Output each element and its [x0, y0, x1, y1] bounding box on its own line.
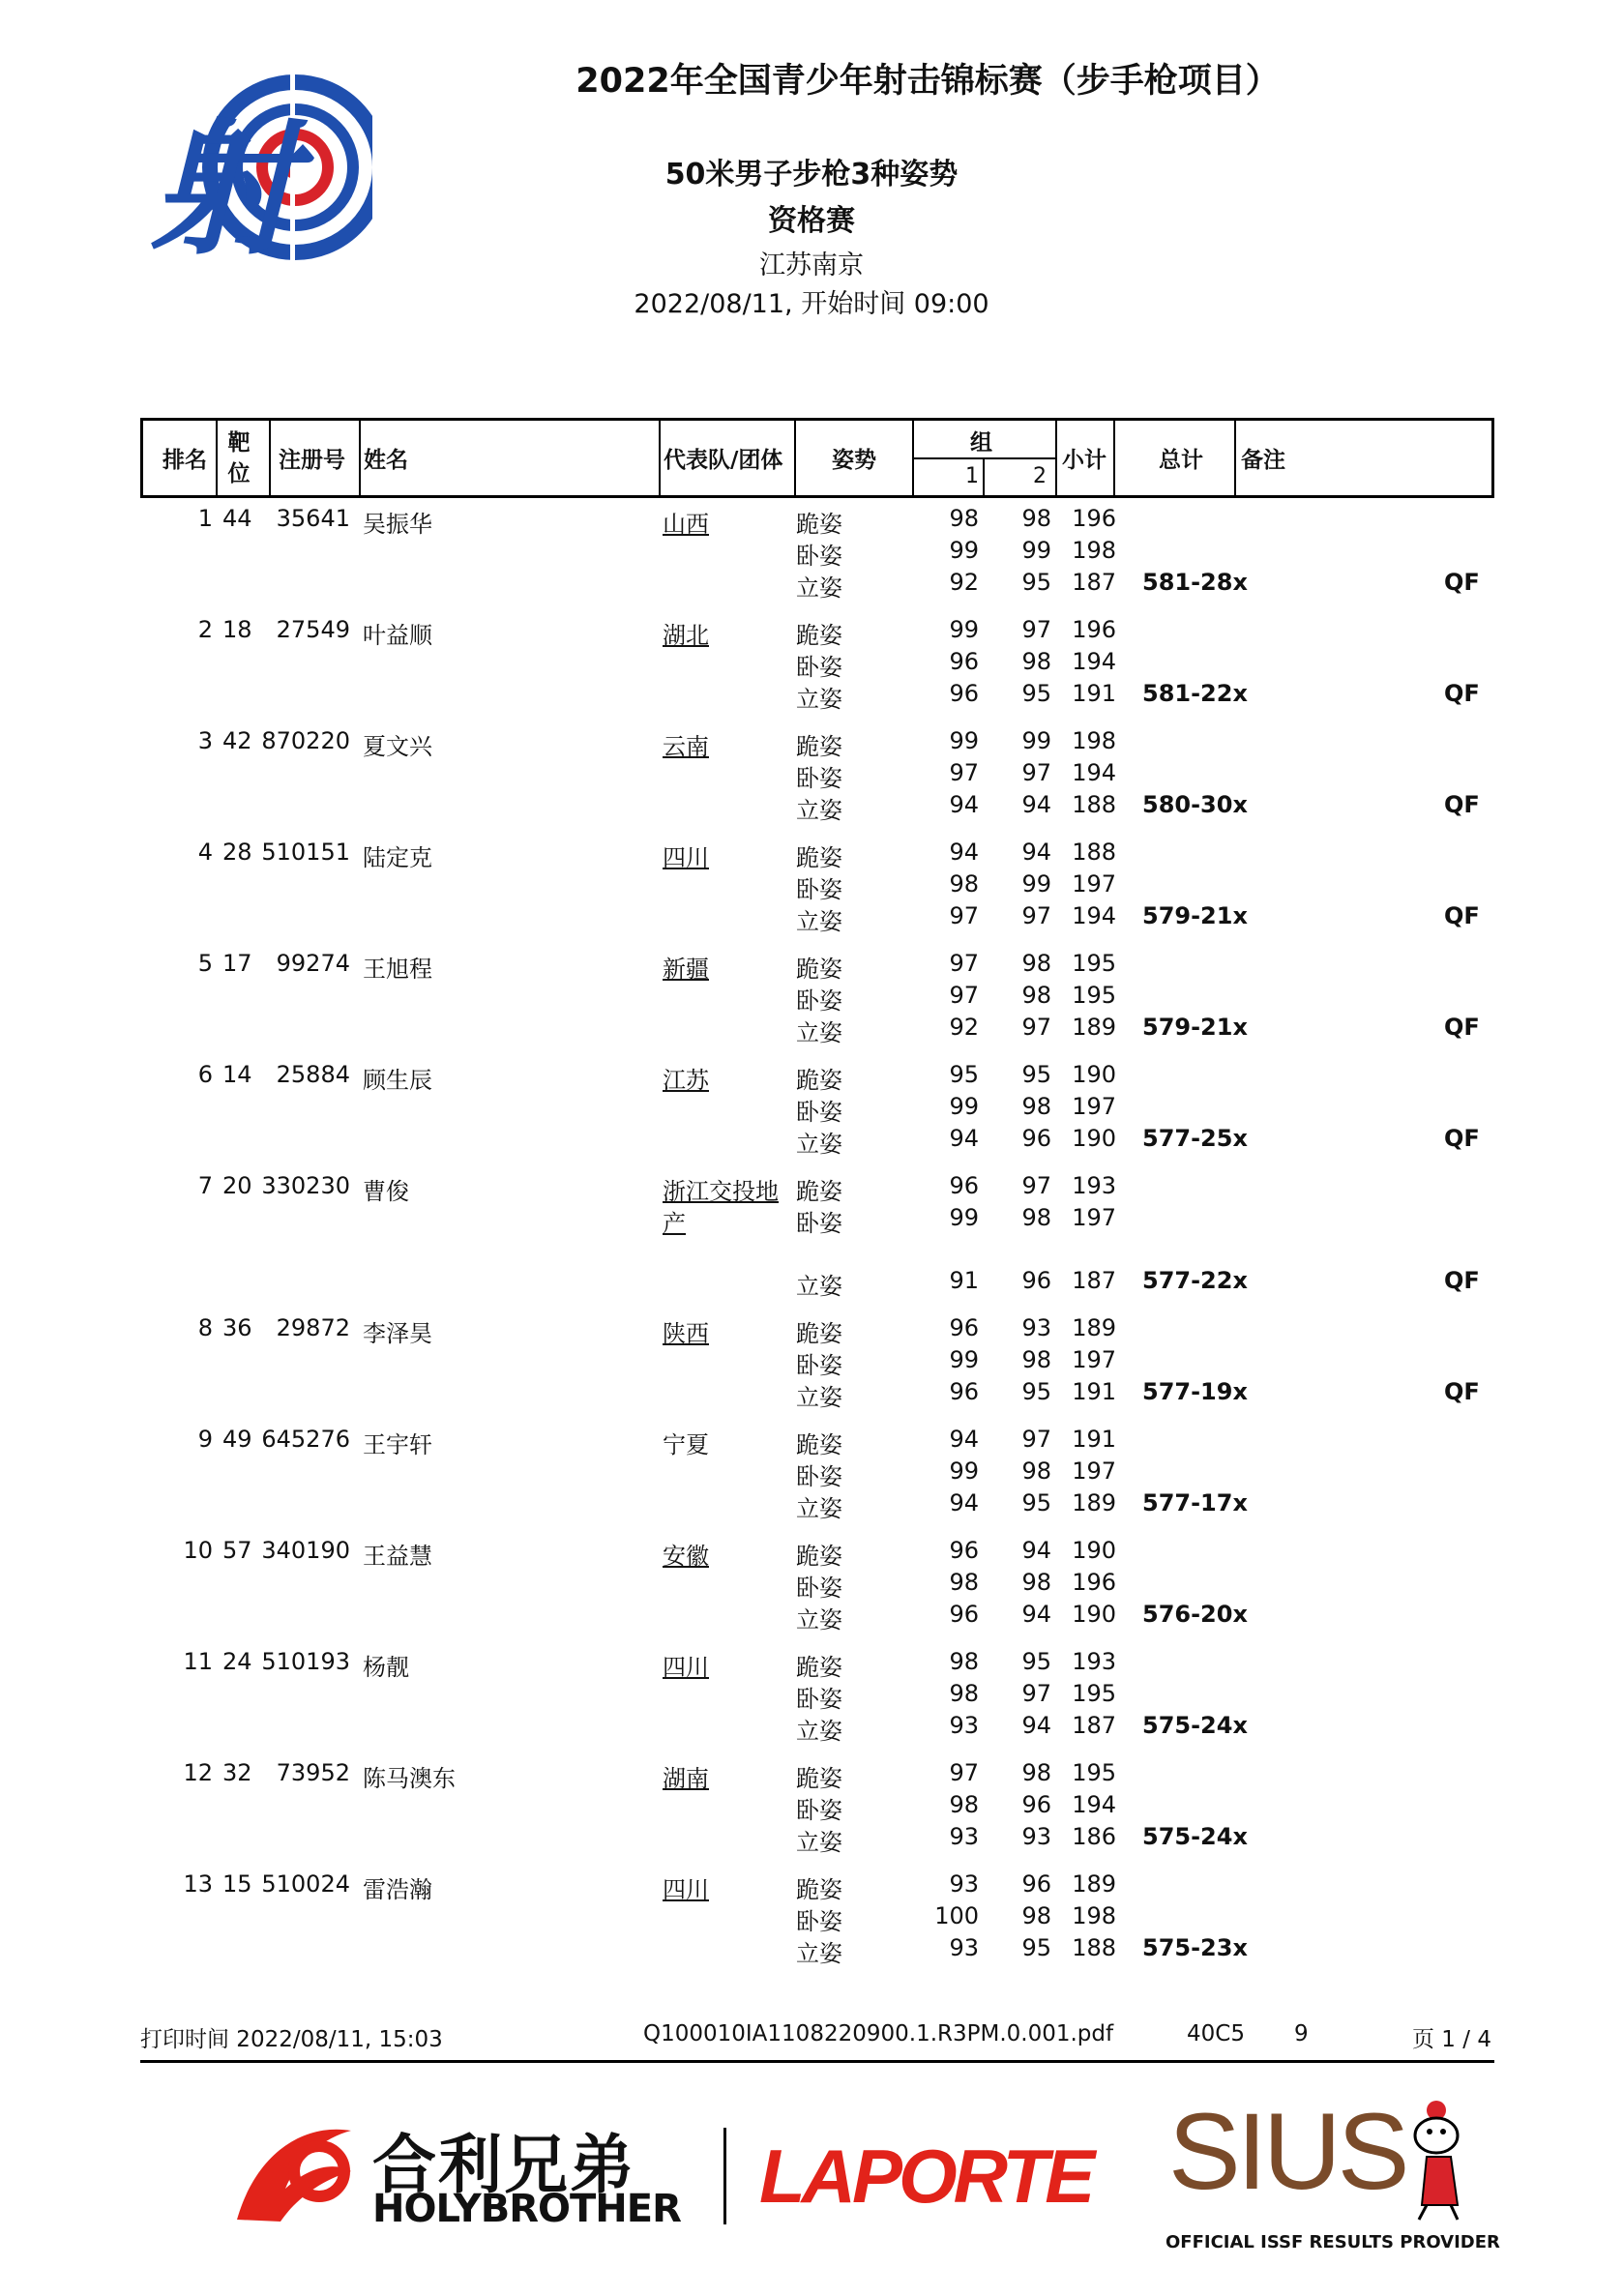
- series-score-2: 98: [1021, 1457, 1051, 1485]
- series-position: 卧姿: [796, 765, 842, 792]
- series-score-1: 94: [949, 1125, 979, 1152]
- series-score-2: 94: [1021, 1537, 1051, 1564]
- series-score-1: 96: [949, 1378, 979, 1405]
- series-score-2: 93: [1021, 1314, 1051, 1341]
- series-score-2: 95: [1021, 680, 1051, 707]
- series-score-1: 97: [949, 950, 979, 977]
- team-name: 四川: [663, 844, 709, 871]
- series-position: 卧姿: [796, 654, 842, 681]
- series-subtotal: 191: [1072, 1426, 1116, 1453]
- report-number: 9: [1294, 2021, 1309, 2046]
- series-score-1: 96: [949, 1537, 979, 1564]
- series-subtotal: 190: [1072, 1061, 1116, 1088]
- target-lane: 57: [222, 1537, 252, 1564]
- series-score-1: 94: [949, 1489, 979, 1516]
- series-position: 卧姿: [796, 1352, 842, 1379]
- col-position: 姿势: [832, 448, 876, 473]
- rank: 9: [197, 1426, 213, 1453]
- event-title: 50米男子步枪3种姿势: [664, 158, 959, 191]
- series-score-2: 94: [1021, 1712, 1051, 1739]
- series-score-1: 95: [949, 1061, 979, 1088]
- rank: 6: [197, 1061, 213, 1088]
- series-subtotal: 194: [1072, 648, 1116, 675]
- series-score-1: 99: [949, 616, 979, 643]
- sius-tagline: OFFICIAL ISSF RESULTS PROVIDER: [1166, 2232, 1500, 2252]
- total-score: 575-24x: [1142, 1712, 1248, 1739]
- series-score-2: 99: [1021, 870, 1051, 898]
- series-score-2: 98: [1021, 1093, 1051, 1120]
- series-score-2: 98: [1021, 505, 1051, 532]
- series-subtotal: 188: [1072, 839, 1116, 866]
- team-name: 湖北: [663, 622, 709, 649]
- series-score-2: 94: [1021, 791, 1051, 818]
- col-group: 组: [970, 429, 992, 456]
- series-subtotal: 198: [1072, 537, 1116, 564]
- registration-number: 510151: [261, 839, 350, 866]
- report-code: 40C5: [1187, 2021, 1245, 2046]
- athlete-name: 陆定克: [363, 844, 432, 871]
- team-name: 山西: [663, 511, 709, 538]
- series-score-2: 97: [1021, 759, 1051, 786]
- rank: 13: [183, 1870, 213, 1898]
- series-subtotal: 196: [1072, 505, 1116, 532]
- series-subtotal: 190: [1072, 1537, 1116, 1564]
- total-score: 577-22x: [1142, 1267, 1248, 1294]
- series-subtotal: 187: [1072, 1267, 1116, 1294]
- series-score-1: 91: [949, 1267, 979, 1294]
- rank: 3: [197, 727, 213, 754]
- target-lane: 36: [222, 1314, 252, 1341]
- series-score-2: 95: [1021, 1489, 1051, 1516]
- series-position: 跪姿: [796, 1654, 842, 1681]
- series-position: 立姿: [796, 1273, 842, 1300]
- series-score-1: 99: [949, 537, 979, 564]
- series-score-1: 99: [949, 1457, 979, 1485]
- series-subtotal: 187: [1072, 569, 1116, 596]
- series-score-1: 99: [949, 1204, 979, 1231]
- series-score-2: 95: [1021, 1378, 1051, 1405]
- rank: 2: [197, 616, 213, 643]
- series-score-2: 96: [1021, 1791, 1051, 1818]
- registration-number: 330230: [261, 1172, 350, 1199]
- athlete-name: 雷浩瀚: [363, 1876, 432, 1903]
- series-position: 跪姿: [796, 622, 842, 649]
- col-reg: 注册号: [279, 448, 345, 473]
- registration-number: 29872: [276, 1314, 350, 1341]
- series-position: 卧姿: [796, 1908, 842, 1935]
- registration-number: 35641: [276, 505, 350, 532]
- target-lane: 32: [222, 1759, 252, 1786]
- series-subtotal: 197: [1072, 1346, 1116, 1373]
- series-subtotal: 195: [1072, 982, 1116, 1009]
- remark-qf: QF: [1444, 569, 1480, 596]
- series-position: 立姿: [796, 1384, 842, 1411]
- series-position: 卧姿: [796, 543, 842, 570]
- total-score: 577-19x: [1142, 1378, 1248, 1405]
- series-score-2: 98: [1021, 950, 1051, 977]
- series-score-2: 95: [1021, 1934, 1051, 1961]
- holybrother-cn: 合利兄弟: [372, 2128, 635, 2202]
- series-position: 跪姿: [796, 1067, 842, 1094]
- series-subtotal: 194: [1072, 1791, 1116, 1818]
- series-score-1: 97: [949, 902, 979, 929]
- team-name: 四川: [663, 1876, 709, 1903]
- total-score: 579-21x: [1142, 1014, 1248, 1041]
- athlete-name: 曹俊: [363, 1178, 409, 1205]
- series-position: 立姿: [796, 1019, 842, 1046]
- target-lane: 15: [222, 1870, 252, 1898]
- rank: 11: [183, 1648, 213, 1675]
- series-position: 卧姿: [796, 1463, 842, 1490]
- series-score-1: 92: [949, 1014, 979, 1041]
- series-position: 卧姿: [796, 1575, 842, 1602]
- remark-qf: QF: [1444, 1267, 1480, 1294]
- team-name: 江苏: [663, 1067, 709, 1094]
- series-score-2: 98: [1021, 1902, 1051, 1929]
- series-subtotal: 189: [1072, 1489, 1116, 1516]
- series-score-2: 96: [1021, 1125, 1051, 1152]
- target-lane: 20: [222, 1172, 252, 1199]
- series-subtotal: 191: [1072, 680, 1116, 707]
- competition-title: 2022年全国青少年射击锦标赛（步手枪项目）: [575, 62, 1280, 101]
- col-total: 总计: [1159, 448, 1203, 473]
- remark-qf: QF: [1444, 1378, 1480, 1405]
- series-position: 跪姿: [796, 1765, 842, 1792]
- series-position: 跪姿: [796, 1320, 842, 1347]
- holybrother-en: HOLYBROTHER: [372, 2187, 681, 2231]
- series-score-1: 98: [949, 1569, 979, 1596]
- series-subtotal: 191: [1072, 1378, 1116, 1405]
- series-position: 立姿: [796, 1718, 842, 1745]
- target-lane: 42: [222, 727, 252, 754]
- series-position: 跪姿: [796, 511, 842, 538]
- series-score-2: 93: [1021, 1823, 1051, 1850]
- series-score-1: 98: [949, 1680, 979, 1707]
- series-score-2: 95: [1021, 1648, 1051, 1675]
- series-subtotal: 189: [1072, 1314, 1116, 1341]
- series-subtotal: 195: [1072, 950, 1116, 977]
- series-subtotal: 197: [1072, 1204, 1116, 1231]
- series-score-2: 96: [1021, 1267, 1051, 1294]
- athlete-name: 顾生辰: [363, 1067, 432, 1094]
- rank: 10: [183, 1537, 213, 1564]
- target-lane: 28: [222, 839, 252, 866]
- footer-divider: [140, 2060, 1494, 2063]
- target-lane: 24: [222, 1648, 252, 1675]
- sponsor-divider: [723, 2128, 726, 2224]
- registration-number: 340190: [261, 1537, 350, 1564]
- print-time: 打印时间 2022/08/11, 15:03: [140, 2027, 443, 2052]
- col-subtotal: 小计: [1062, 448, 1107, 473]
- series-score-1: 96: [949, 1172, 979, 1199]
- series-position: 立姿: [796, 686, 842, 713]
- logo-character: 射: [150, 106, 296, 275]
- series-subtotal: 190: [1072, 1601, 1116, 1628]
- athlete-name: 陈马澳东: [363, 1765, 456, 1792]
- series-score-1: 97: [949, 759, 979, 786]
- team-name: 浙江交投地: [663, 1178, 779, 1205]
- series-position: 卧姿: [796, 1686, 842, 1713]
- holybrother-logo: [227, 2113, 730, 2229]
- athlete-name: 叶益顺: [363, 622, 432, 649]
- series-score-1: 94: [949, 791, 979, 818]
- series-score-1: 99: [949, 1346, 979, 1373]
- series-position: 卧姿: [796, 1797, 842, 1824]
- series-position: 卧姿: [796, 987, 842, 1015]
- rank: 4: [197, 839, 213, 866]
- team-name: 湖南: [663, 1765, 709, 1792]
- series-score-1: 96: [949, 680, 979, 707]
- series-position: 立姿: [796, 1495, 842, 1522]
- target-lane: 18: [222, 616, 252, 643]
- series-subtotal: 197: [1072, 1457, 1116, 1485]
- series-score-1: 93: [949, 1934, 979, 1961]
- series-position: 立姿: [796, 574, 842, 602]
- rank: 5: [197, 950, 213, 977]
- registration-number: 25884: [276, 1061, 350, 1088]
- series-position: 卧姿: [796, 876, 842, 903]
- col-team: 代表队/团体: [664, 448, 783, 473]
- registration-number: 73952: [276, 1759, 350, 1786]
- series-score-1: 96: [949, 648, 979, 675]
- target-lane: 17: [222, 950, 252, 977]
- registration-number: 510024: [261, 1870, 350, 1898]
- series-score-1: 98: [949, 505, 979, 532]
- target-lane: 14: [222, 1061, 252, 1088]
- series-subtotal: 196: [1072, 616, 1116, 643]
- rank: 12: [183, 1759, 213, 1786]
- series-position: 跪姿: [796, 1178, 842, 1205]
- series-subtotal: 194: [1072, 902, 1116, 929]
- col-group-1: 1: [965, 464, 979, 488]
- series-subtotal: 198: [1072, 1902, 1116, 1929]
- athlete-name: 吴振华: [363, 511, 432, 538]
- series-position: 立姿: [796, 797, 842, 824]
- athlete-name: 王益慧: [363, 1543, 432, 1570]
- series-score-2: 97: [1021, 1680, 1051, 1707]
- total-score: 576-20x: [1142, 1601, 1248, 1628]
- series-score-1: 100: [934, 1902, 979, 1929]
- series-score-2: 98: [1021, 648, 1051, 675]
- total-score: 577-17x: [1142, 1489, 1248, 1516]
- registration-number: 510193: [261, 1648, 350, 1675]
- series-position: 跪姿: [796, 1431, 842, 1458]
- series-score-1: 99: [949, 1093, 979, 1120]
- series-position: 立姿: [796, 1606, 842, 1634]
- series-score-2: 95: [1021, 569, 1051, 596]
- registration-number: 99274: [276, 950, 350, 977]
- athlete-name: 王宇轩: [363, 1431, 432, 1458]
- col-rank: 排名: [162, 448, 207, 473]
- team-name: 宁夏: [663, 1431, 709, 1458]
- series-subtotal: 188: [1072, 791, 1116, 818]
- series-score-1: 99: [949, 727, 979, 754]
- remark-qf: QF: [1444, 791, 1480, 818]
- remark-qf: QF: [1444, 1125, 1480, 1152]
- series-subtotal: 196: [1072, 1569, 1116, 1596]
- series-position: 跪姿: [796, 733, 842, 760]
- series-position: 跪姿: [796, 956, 842, 983]
- team-name: 安徽: [663, 1543, 709, 1570]
- series-score-1: 96: [949, 1601, 979, 1628]
- series-score-2: 95: [1021, 1061, 1051, 1088]
- team-name: 产: [663, 1210, 686, 1237]
- target-lane: 44: [222, 505, 252, 532]
- series-subtotal: 195: [1072, 1759, 1116, 1786]
- col-name: 姓名: [364, 448, 408, 473]
- total-score: 580-30x: [1142, 791, 1248, 818]
- series-subtotal: 198: [1072, 727, 1116, 754]
- series-position: 立姿: [796, 1131, 842, 1158]
- series-score-1: 98: [949, 1791, 979, 1818]
- series-score-1: 96: [949, 1314, 979, 1341]
- series-position: 跪姿: [796, 844, 842, 871]
- table-header: [140, 418, 1494, 498]
- series-score-1: 94: [949, 839, 979, 866]
- series-score-2: 98: [1021, 1346, 1051, 1373]
- athlete-name: 李泽昊: [363, 1320, 432, 1347]
- series-score-1: 93: [949, 1712, 979, 1739]
- total-score: 577-25x: [1142, 1125, 1248, 1152]
- series-score-2: 94: [1021, 839, 1051, 866]
- series-position: 卧姿: [796, 1210, 842, 1237]
- series-subtotal: 193: [1072, 1172, 1116, 1199]
- stage-title: 资格赛: [768, 204, 855, 238]
- series-score-1: 97: [949, 1759, 979, 1786]
- sius-mascot-icon: [1398, 2089, 1485, 2224]
- series-subtotal: 197: [1072, 1093, 1116, 1120]
- registration-number: 870220: [261, 727, 350, 754]
- series-score-1: 98: [949, 1648, 979, 1675]
- col-target: 靶位: [227, 429, 251, 486]
- col-group-2: 2: [1033, 464, 1047, 488]
- series-score-2: 98: [1021, 982, 1051, 1009]
- series-subtotal: 197: [1072, 870, 1116, 898]
- series-score-1: 98: [949, 870, 979, 898]
- series-subtotal: 193: [1072, 1648, 1116, 1675]
- athlete-name: 杨靓: [363, 1654, 409, 1681]
- laporte-logo: LAPORTE: [759, 2134, 1092, 2219]
- registration-number: 645276: [261, 1426, 350, 1453]
- target-lane: 49: [222, 1426, 252, 1453]
- series-score-1: 93: [949, 1823, 979, 1850]
- team-name: 云南: [663, 733, 709, 760]
- total-score: 575-23x: [1142, 1934, 1248, 1961]
- venue: 江苏南京: [759, 250, 864, 280]
- series-score-2: 99: [1021, 727, 1051, 754]
- team-name: 新疆: [663, 956, 709, 983]
- series-subtotal: 187: [1072, 1712, 1116, 1739]
- total-score: 575-24x: [1142, 1823, 1248, 1850]
- series-score-2: 98: [1021, 1569, 1051, 1596]
- holybrother-mark-icon: [227, 2113, 358, 2229]
- series-subtotal: 190: [1072, 1125, 1116, 1152]
- total-score: 581-28x: [1142, 569, 1248, 596]
- series-subtotal: 195: [1072, 1680, 1116, 1707]
- series-score-2: 99: [1021, 537, 1051, 564]
- series-score-2: 97: [1021, 1014, 1051, 1041]
- rank: 1: [197, 505, 213, 532]
- athlete-name: 王旭程: [363, 956, 432, 983]
- sius-logo: SIUS: [1168, 2091, 1406, 2212]
- series-subtotal: 189: [1072, 1014, 1116, 1041]
- rank: 7: [197, 1172, 213, 1199]
- series-score-2: 94: [1021, 1601, 1051, 1628]
- page-number: 页 1 / 4: [1412, 2027, 1491, 2052]
- rank: 8: [197, 1314, 213, 1341]
- series-score-2: 98: [1021, 1759, 1051, 1786]
- series-position: 立姿: [796, 1829, 842, 1856]
- remark-qf: QF: [1444, 1014, 1480, 1041]
- col-remark: 备注: [1241, 448, 1285, 473]
- series-score-2: 97: [1021, 1426, 1051, 1453]
- series-score-2: 97: [1021, 616, 1051, 643]
- team-name: 陕西: [663, 1320, 709, 1347]
- remark-qf: QF: [1444, 680, 1480, 707]
- total-score: 581-22x: [1142, 680, 1248, 707]
- series-score-2: 97: [1021, 902, 1051, 929]
- series-score-1: 94: [949, 1426, 979, 1453]
- series-subtotal: 186: [1072, 1823, 1116, 1850]
- file-name: Q100010IA1108220900.1.R3PM.0.001.pdf: [643, 2021, 1114, 2046]
- series-position: 跪姿: [796, 1543, 842, 1570]
- series-position: 立姿: [796, 908, 842, 935]
- athlete-name: 夏文兴: [363, 733, 432, 760]
- series-score-2: 98: [1021, 1204, 1051, 1231]
- series-score-1: 97: [949, 982, 979, 1009]
- series-score-2: 97: [1021, 1172, 1051, 1199]
- series-score-1: 92: [949, 569, 979, 596]
- series-score-2: 96: [1021, 1870, 1051, 1898]
- date-time: 2022/08/11, 开始时间 09:00: [634, 289, 989, 319]
- series-subtotal: 189: [1072, 1870, 1116, 1898]
- team-name: 四川: [663, 1654, 709, 1681]
- series-subtotal: 194: [1072, 759, 1116, 786]
- total-score: 579-21x: [1142, 902, 1248, 929]
- series-subtotal: 188: [1072, 1934, 1116, 1961]
- series-position: 跪姿: [796, 1876, 842, 1903]
- series-position: 立姿: [796, 1940, 842, 1967]
- series-position: 卧姿: [796, 1099, 842, 1126]
- series-score-1: 93: [949, 1870, 979, 1898]
- registration-number: 27549: [276, 616, 350, 643]
- remark-qf: QF: [1444, 902, 1480, 929]
